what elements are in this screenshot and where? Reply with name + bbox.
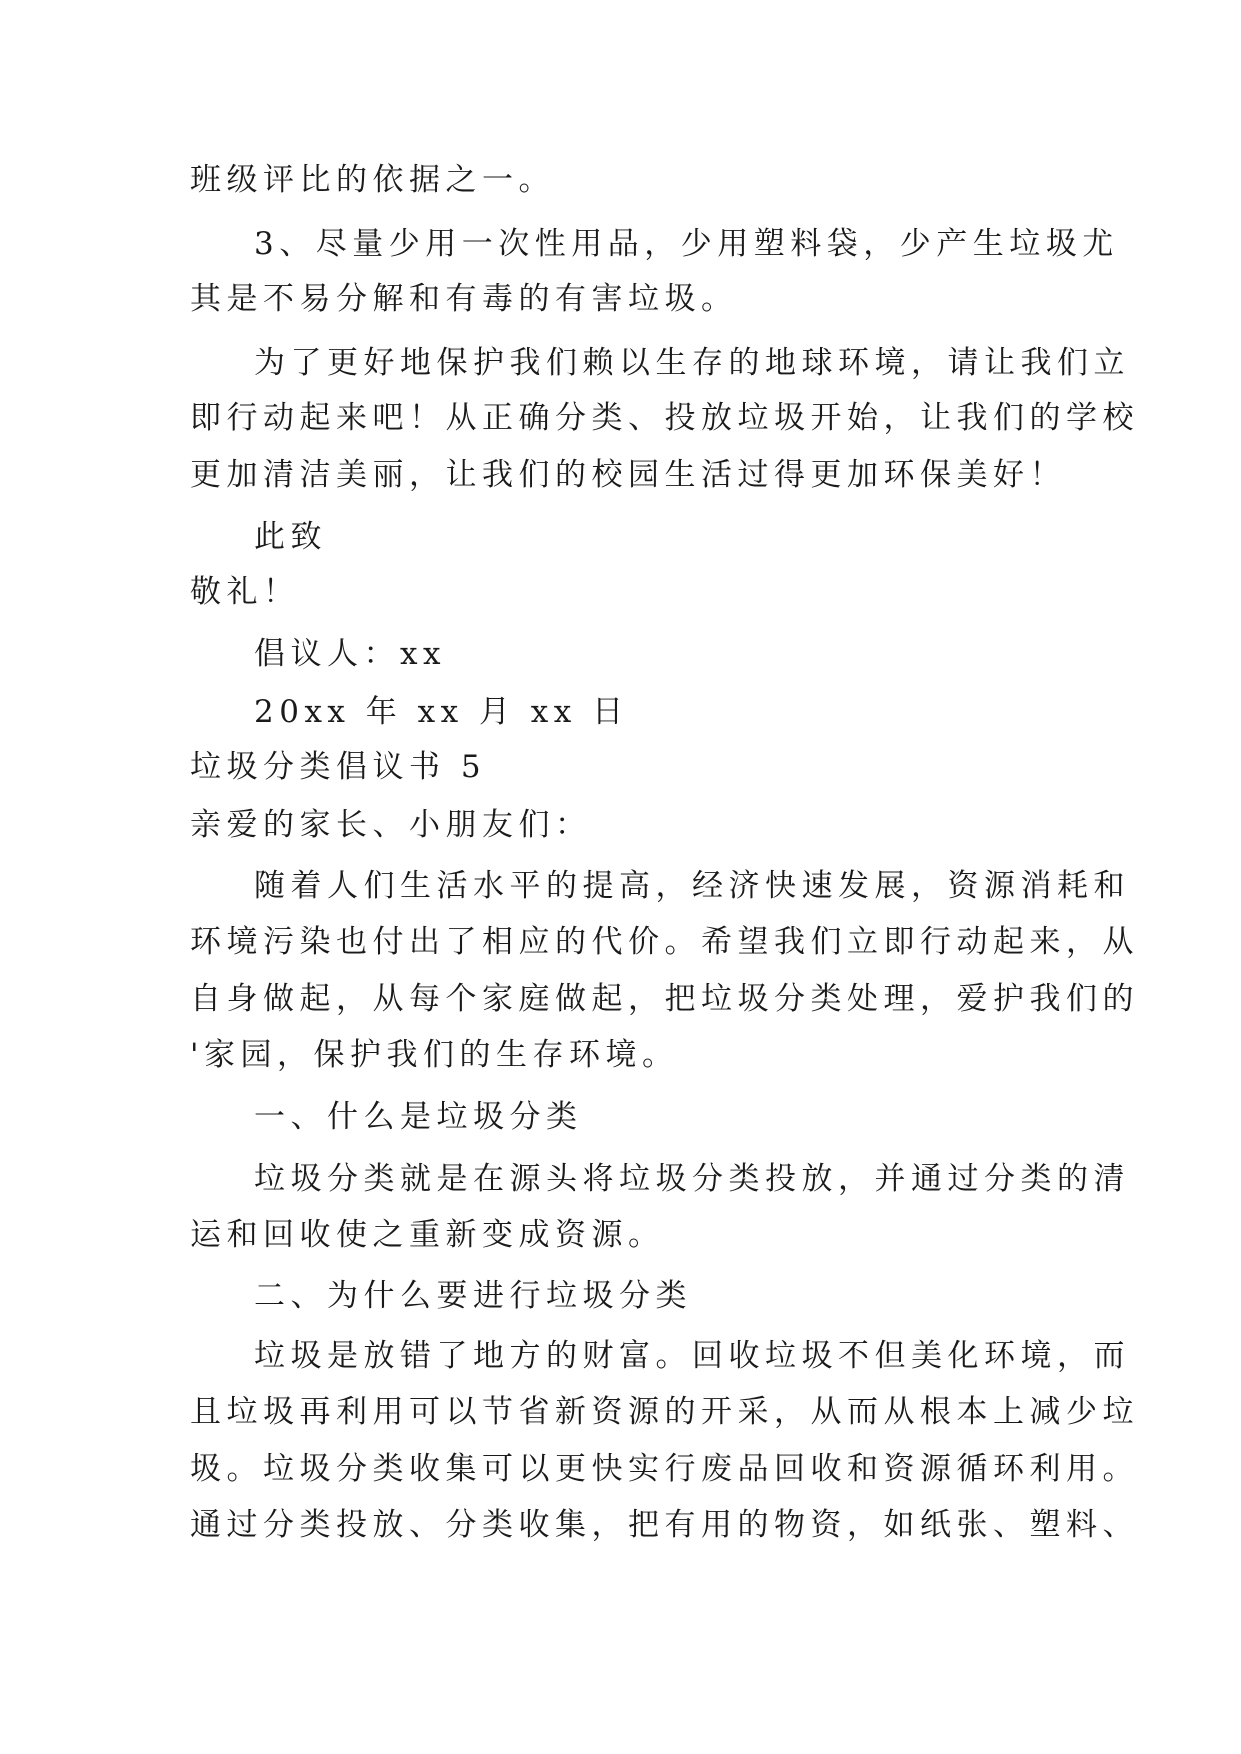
text-line: '家园，保护我们的生存环境。 (190, 1037, 679, 1073)
text-line: 班级评比的依据之一。 (190, 162, 555, 198)
text-line: 此致 (254, 519, 327, 555)
text-line: 倡议人：xx (254, 636, 446, 672)
salutation: 亲爱的家长、小朋友们： (190, 807, 592, 843)
text-line: 敬礼！ (190, 574, 300, 610)
text-line: 且垃圾再利用可以节省新资源的开采，从而从根本上减少垃 (190, 1394, 1139, 1430)
text-line: 其是不易分解和有毒的有害垃圾。 (190, 281, 738, 317)
text-line: 为了更好地保护我们赖以生存的地球环境，请让我们立 (254, 345, 1130, 381)
text-line: 运和回收使之重新变成资源。 (190, 1217, 665, 1253)
section-heading: 一、什么是垃圾分类 (254, 1099, 583, 1135)
text-line: 即行动起来吧！从正确分类、投放垃圾开始，让我们的学校 (190, 400, 1139, 436)
document-heading: 垃圾分类倡议书 5 (190, 749, 487, 785)
section-heading: 二、为什么要进行垃圾分类 (254, 1278, 692, 1314)
text-line: 环境污染也付出了相应的代价。希望我们立即行动起来，从 (190, 924, 1139, 960)
text-line: 垃圾分类就是在源头将垃圾分类投放，并通过分类的清 (254, 1161, 1130, 1197)
text-line: 圾。垃圾分类收集可以更快实行废品回收和资源循环利用。 (190, 1451, 1139, 1487)
text-line: 随着人们生活水平的提高，经济快速发展，资源消耗和 (254, 868, 1130, 904)
text-line: 自身做起，从每个家庭做起，把垃圾分类处理，爱护我们的 (190, 981, 1139, 1017)
text-line: 更加清洁美丽，让我们的校园生活过得更加环保美好！ (190, 457, 1066, 493)
text-line: 3、尽量少用一次性用品，少用塑料袋，少产生垃圾尤 (254, 226, 1119, 262)
text-line: 20xx 年 xx 月 xx 日 (254, 694, 629, 730)
text-line: 通过分类投放、分类收集，把有用的物资，如纸张、塑料、 (190, 1507, 1139, 1543)
text-line: 垃圾是放错了地方的财富。回收垃圾不但美化环境，而 (254, 1338, 1130, 1374)
